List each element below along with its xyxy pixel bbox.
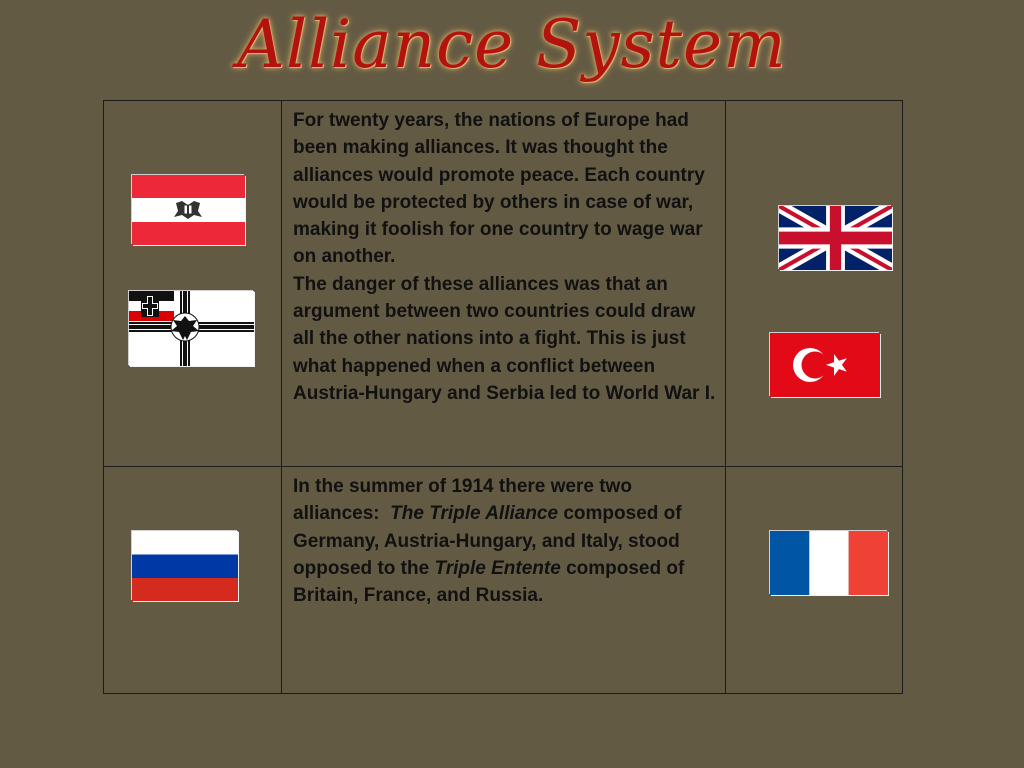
- alliances-intro-text: In the summer of 1914 there were two alliances:: [293, 476, 632, 525]
- austria-hungary-flag: [132, 175, 245, 245]
- alliances-end-text: composed of Britain, France, and Russia.: [293, 557, 685, 607]
- content-table: [103, 100, 903, 694]
- france-flag: [770, 531, 888, 595]
- slide-title: Alliance System: [237, 6, 787, 83]
- triple-entente-label: Triple Entente: [434, 557, 561, 579]
- alliances-middle-text: composed of Germany, Austria-Hungary, and Italy, stood opposed to the: [293, 503, 682, 579]
- danger-paragraph: The danger of these alliances was that an argument between two countries could draw all the other nations into a fight. This is just what happened when a conflict between Austria-Hungary and Serbia led to World War I.: [293, 273, 716, 404]
- triple-alliance-label: The Triple Alliance: [390, 503, 559, 525]
- german-imperial-war-flag: [129, 291, 254, 366]
- alliances-paragraph: [293, 473, 717, 609]
- ottoman-flag: [770, 333, 880, 397]
- column-divider-left: [281, 101, 282, 693]
- row-divider: [104, 466, 902, 467]
- intro-paragraph: For twenty years, the nations of Europe had been making alliances. It was thought the alliances would promote peace. Each country would be protected by others in case of war, making it foolish for one country to wage war on another.: [293, 110, 705, 268]
- united-kingdom-flag: [779, 206, 892, 270]
- russia-flag: [132, 531, 238, 601]
- row2-text: [293, 473, 717, 609]
- row1-text: [293, 107, 717, 407]
- column-divider-right: [725, 101, 726, 693]
